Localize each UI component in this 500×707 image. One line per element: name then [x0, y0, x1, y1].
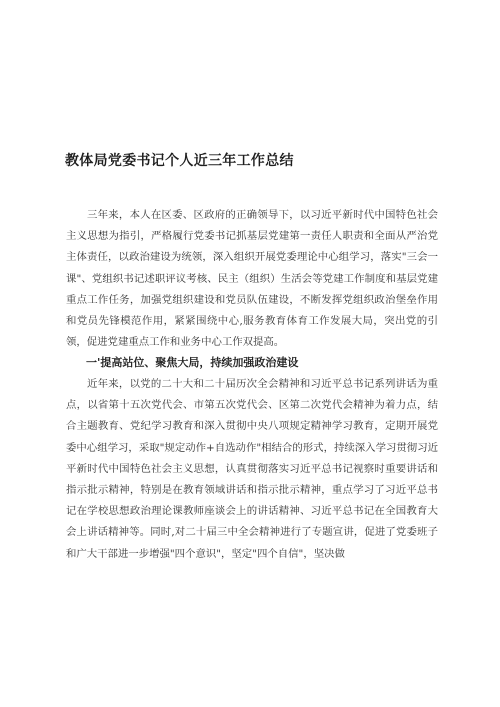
- document-title: 教体局党委书记个人近三年工作总结: [65, 153, 294, 169]
- section-heading: 一'提高站位、聚焦大局，持续加强政治建设: [86, 356, 299, 369]
- intro-paragraph: 三年来，本人在区委、区政府的正确领导下，以习近平新时代中国特色社会主义思想为指引，严格履行党委书记抓基层党建第一责任人职责和全面从严治党主体责任，以政治建设为统领，深入组织开展党委理论中心组学习，落实"三会一课"、党组织书记述职评议考核、民主（组织）生活会等党建工作制度和基层党建重点工作任务，加强党组织建设和党员队伍建设，不断发挥党组织政治堡垒作用和党员先锋模范作用，紧紧围绕中心,服务教育体育工作发展大局，突出党的引领，促进党建重点工作和业务中心工作双提高。: [66, 209, 438, 349]
- body-paragraph: 近年来，以党的二十大和二十届历次全会精神和习近平总书记系列讲话为重点，以省第十五次党代会、市第五次党代会、区第二次党代会精神为着力点，结合主题教育、党纪学习教育和深入贯彻中央八项规定精神学习教育，定期开展党委中心组学习，采取"规定动作+自选动作"相结合的形式，持续深入学习贯彻习近平新时代中国特色社会主义思想，认真贯彻落实习近平总书记视察时重要讲话和指示批示精神，特别是在教育领域讲话和指示批示精神，重点学习了习近平总书记在学校思想政治理论课教师座谈会上的讲话精神、习近平总书记在全国教育大会上讲话精神等。同时,对二十届三中全会精神进行了专题宣讲，促进了党委班子和广大干部进一步增强"四个意识"，坚定"四个自信"，坚决做: [66, 378, 438, 560]
